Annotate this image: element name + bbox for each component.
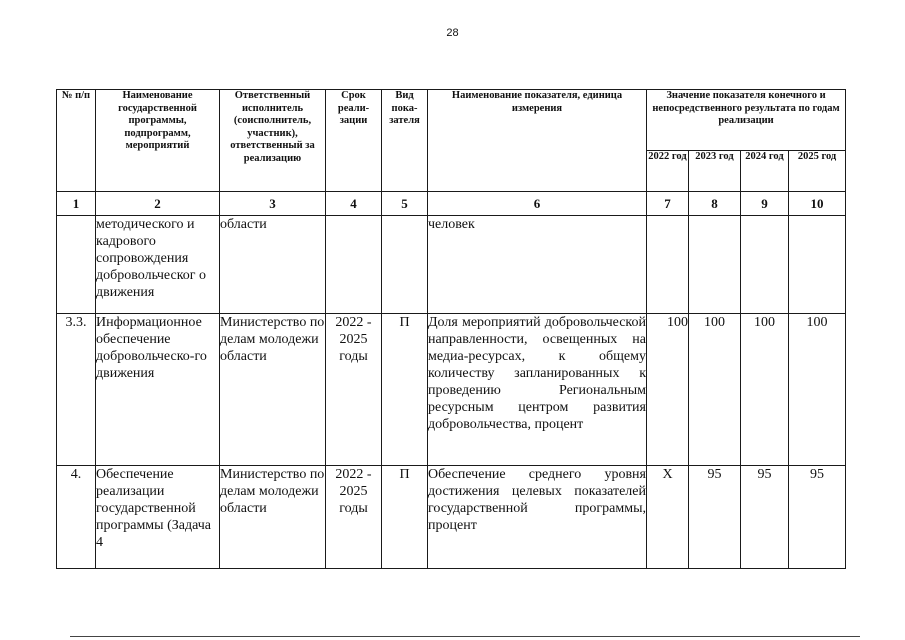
row-indicator-kind bbox=[382, 216, 428, 314]
header-values-group: Значение показателя конечного и непосредственного результата по годам реализации bbox=[647, 90, 846, 151]
row-value-2025: 100 bbox=[789, 314, 846, 466]
header-indicator-kind: Вид пока-зателя bbox=[382, 90, 428, 192]
column-number: 8 bbox=[689, 192, 741, 216]
row-program-name: методического и кадрового сопровождения добровольческог о движения bbox=[96, 216, 220, 314]
column-number: 5 bbox=[382, 192, 428, 216]
row-number bbox=[57, 216, 96, 314]
row-program-name: Информационное обеспечение добровольческо-го движения bbox=[96, 314, 220, 466]
row-value-2025 bbox=[789, 216, 846, 314]
row-executor: области bbox=[220, 216, 326, 314]
row-value-2022: Х bbox=[647, 466, 689, 569]
row-value-2024: 95 bbox=[741, 466, 789, 569]
column-numbers-row bbox=[57, 192, 846, 216]
row-value-2024 bbox=[741, 216, 789, 314]
column-number: 9 bbox=[741, 192, 789, 216]
table-row bbox=[57, 466, 846, 569]
footer-divider bbox=[70, 636, 860, 637]
row-indicator-kind: П bbox=[382, 314, 428, 466]
table-row bbox=[57, 216, 846, 314]
row-value-2024: 100 bbox=[741, 314, 789, 466]
header-program-name: Наименование государственной программы, подпрограмм, мероприятий bbox=[96, 90, 220, 192]
column-number: 3 bbox=[220, 192, 326, 216]
page-number: 28 bbox=[446, 27, 459, 39]
row-value-2022 bbox=[647, 216, 689, 314]
header-executor: Ответственный исполнитель (соисполнитель, участник), ответственный за реализацию bbox=[220, 90, 326, 192]
row-executor: Министерство по делам молодежи области bbox=[220, 314, 326, 466]
column-number: 7 bbox=[647, 192, 689, 216]
header-number: № п/п bbox=[57, 90, 96, 192]
row-value-2023: 95 bbox=[689, 466, 741, 569]
header-row bbox=[57, 90, 846, 151]
row-period bbox=[326, 216, 382, 314]
row-value-2022: 100 bbox=[647, 314, 689, 466]
row-indicator-name: Доля мероприятий добровольческой направленности, освещенных на медиа-ресурсах, к общему количеству запланированных к проведению Региональным ресурсным центром развития добровольчества, процент bbox=[428, 314, 647, 466]
header-year-2022: 2022 год bbox=[647, 151, 689, 192]
header-year-2025: 2025 год bbox=[789, 151, 846, 192]
header-year-2023: 2023 год bbox=[689, 151, 741, 192]
column-number: 10 bbox=[789, 192, 846, 216]
row-executor: Министерство по делам молодежи области bbox=[220, 466, 326, 569]
row-indicator-name: Обеспечение среднего уровня достижения целевых показателей государственной программы, процент bbox=[428, 466, 647, 569]
header-year-2024: 2024 год bbox=[741, 151, 789, 192]
row-indicator-name: человек bbox=[428, 216, 647, 314]
column-number: 2 bbox=[96, 192, 220, 216]
indicators-table bbox=[56, 89, 846, 569]
row-indicator-kind: П bbox=[382, 466, 428, 569]
column-number: 4 bbox=[326, 192, 382, 216]
header-indicator-name: Наименование показателя, единица измерения bbox=[428, 90, 647, 192]
row-number: 3.3. bbox=[57, 314, 96, 466]
column-number: 1 bbox=[57, 192, 96, 216]
table-row bbox=[57, 314, 846, 466]
row-value-2025: 95 bbox=[789, 466, 846, 569]
row-program-name: Обеспечение реализации государственной программы (Задача 4 bbox=[96, 466, 220, 569]
row-period: 2022 - 2025 годы bbox=[326, 466, 382, 569]
header-period: Срок реали-зации bbox=[326, 90, 382, 192]
row-value-2023: 100 bbox=[689, 314, 741, 466]
row-value-2023 bbox=[689, 216, 741, 314]
column-number: 6 bbox=[428, 192, 647, 216]
row-period: 2022 - 2025 годы bbox=[326, 314, 382, 466]
row-number: 4. bbox=[57, 466, 96, 569]
